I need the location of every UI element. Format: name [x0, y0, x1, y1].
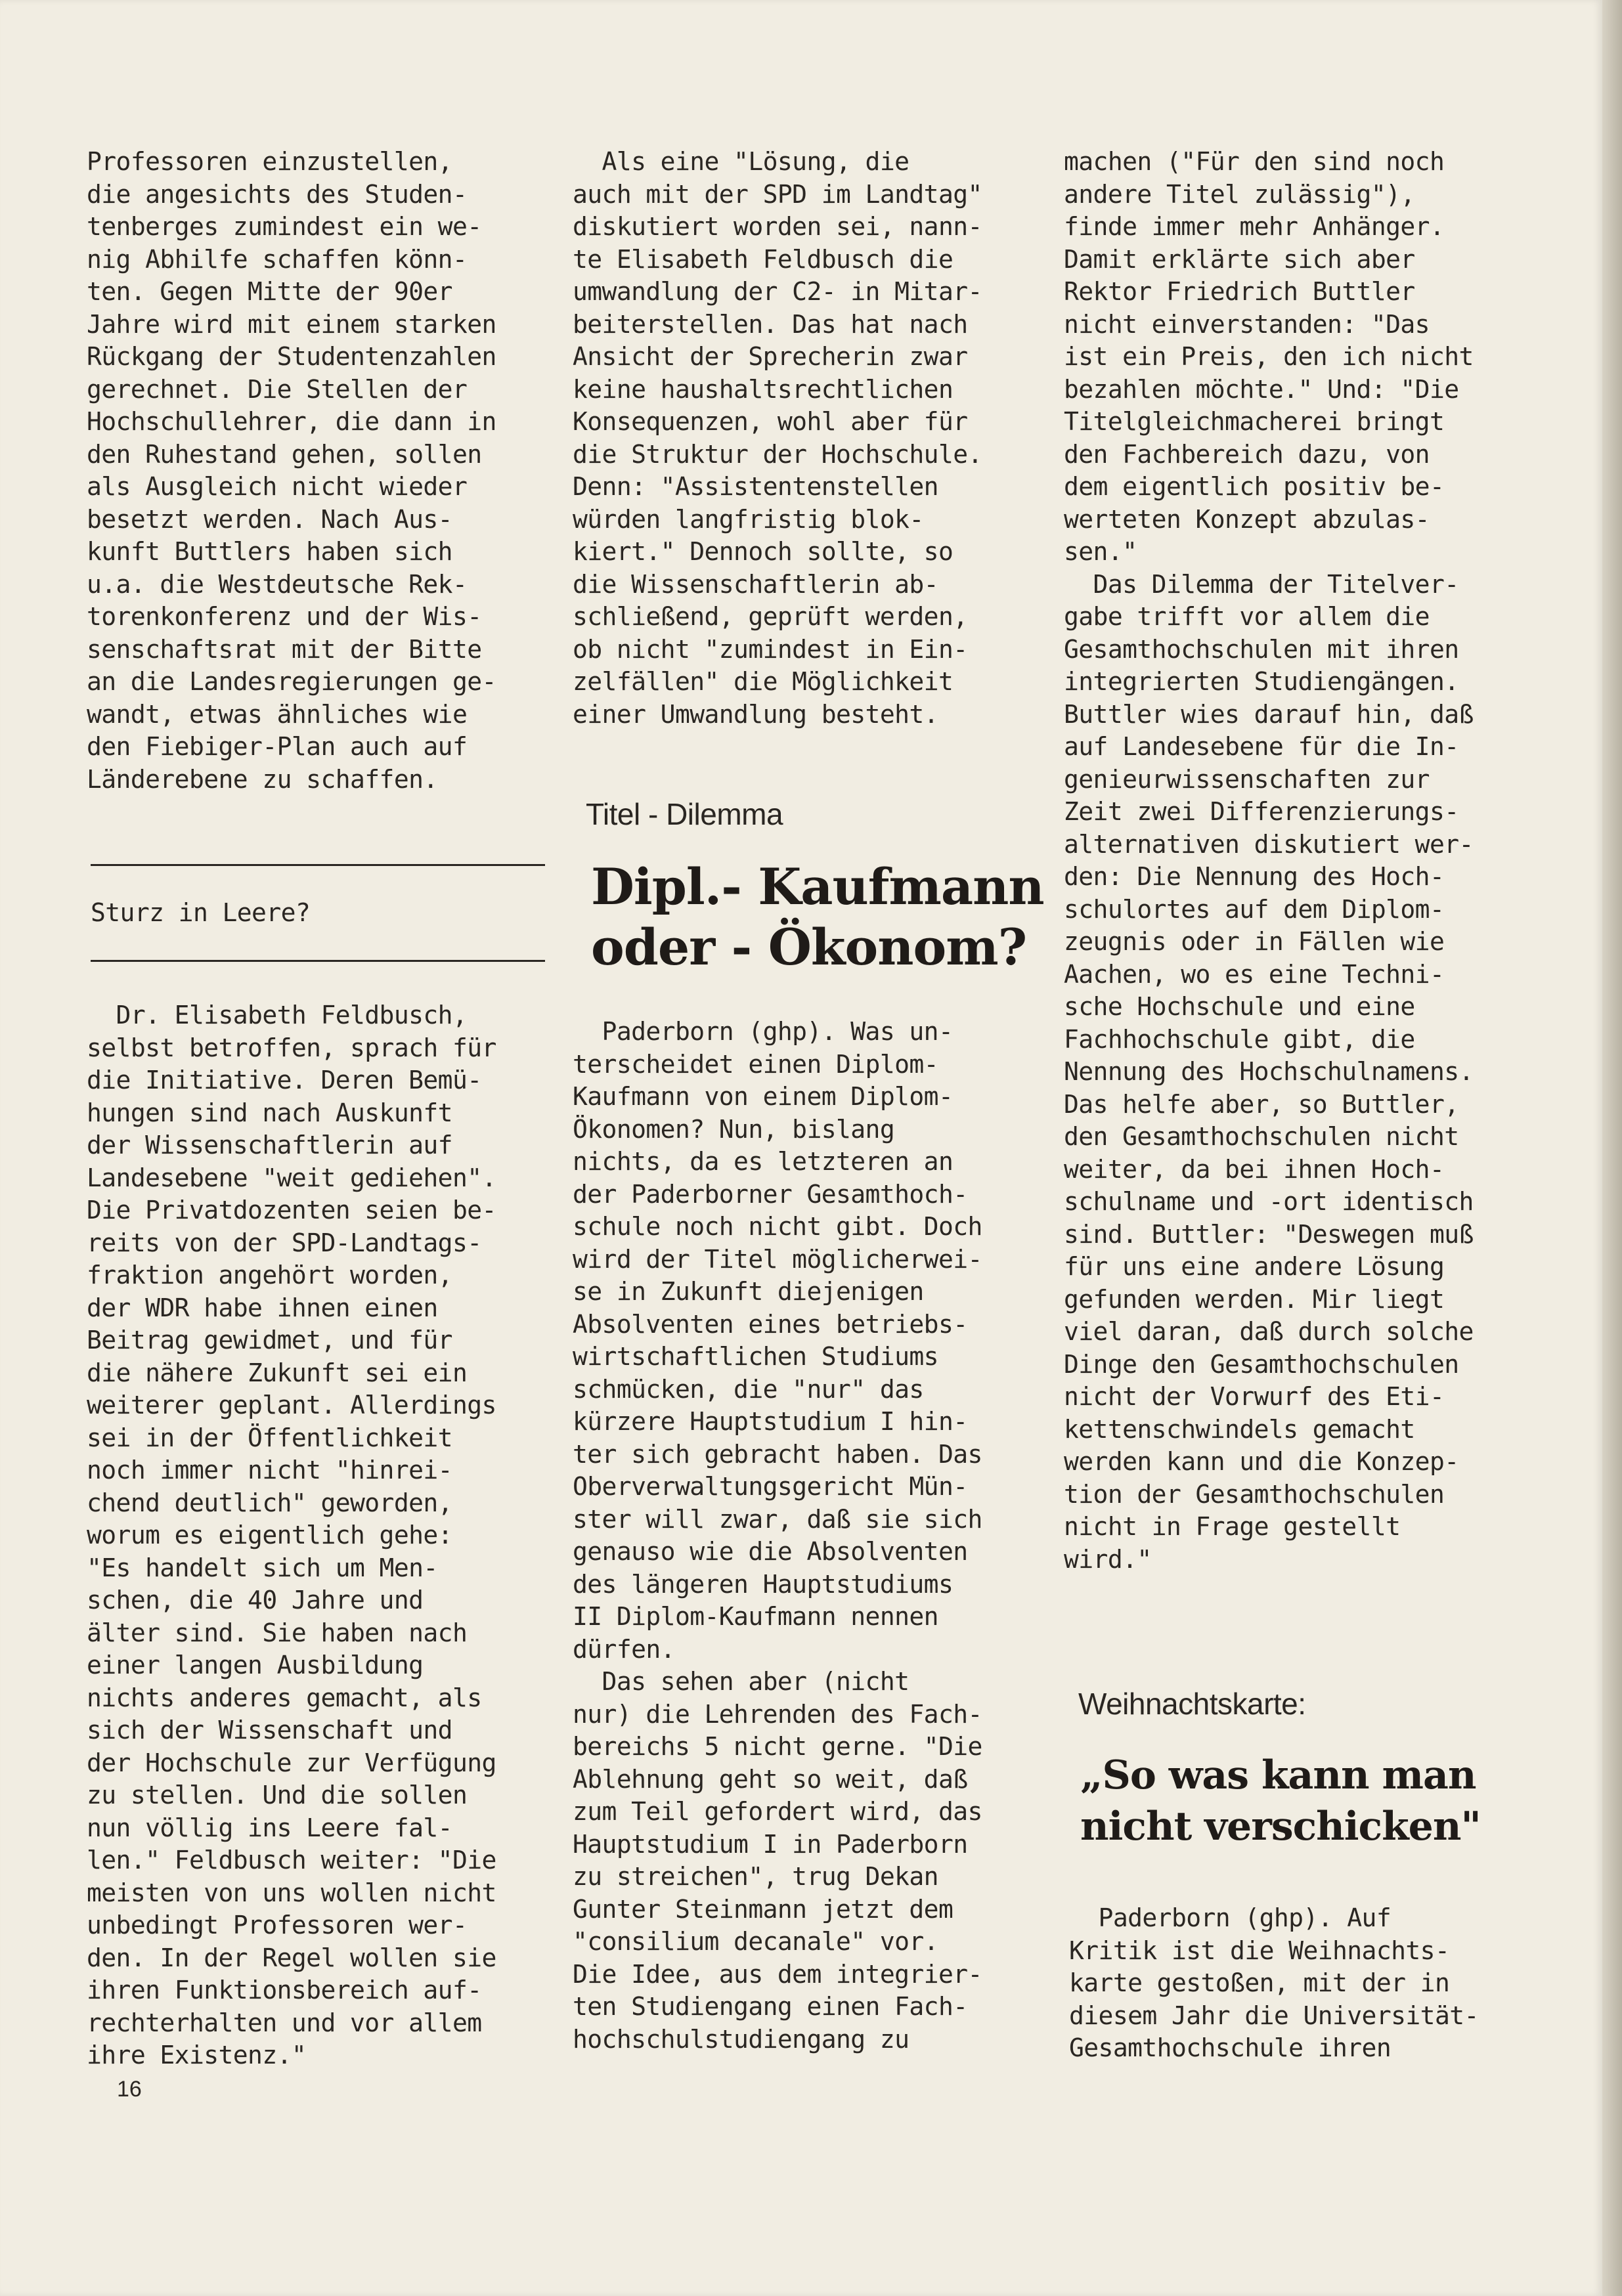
text-line: weiter, da bei ihnen Hoch-: [1064, 1154, 1445, 1184]
text-line: werden kann und die Konzep-: [1064, 1447, 1459, 1476]
text-line: die Initiative. Deren Bemü-: [87, 1066, 482, 1094]
text-line: hungen sind nach Auskunft: [87, 1098, 452, 1127]
text-line: den Fachbereich dazu, von: [1064, 439, 1430, 469]
text-line: kettenschwindels gemacht: [1064, 1414, 1415, 1444]
text-line: ten Studiengang einen Fach-: [573, 1992, 968, 2021]
text-line: u.a. die Westdeutsche Rek-: [87, 569, 468, 599]
column-2-text: [573, 146, 982, 731]
text-line: torenkonferenz und der Wis-: [87, 602, 482, 631]
text-line: sich der Wissenschaft und: [87, 1716, 452, 1744]
text-line: dürfen.: [573, 1634, 675, 1664]
text-line: Länderebene zu schaffen.: [87, 764, 438, 794]
text-line: genauso wie die Absolventen: [573, 1537, 968, 1566]
text-line: gerechnet. Die Stellen der: [87, 374, 468, 404]
text-line: dem eigentlich positiv be-: [1064, 472, 1445, 501]
text-line: der Hochschule zur Verfügung: [87, 1748, 496, 1777]
text-line: beiterstellen. Das hat nach: [573, 309, 968, 339]
text-line: wirtschaftlichen Studiums: [573, 1342, 938, 1371]
text-line: meisten von uns wollen nicht: [87, 1878, 496, 1907]
text-line: Nennung des Hochschulnamens.: [1064, 1057, 1474, 1086]
text-line: gefunden werden. Mir liegt: [1064, 1284, 1445, 1314]
text-line: zeugnis oder in Fällen wie: [1064, 927, 1445, 956]
text-line: Denn: "Assistentenstellen: [573, 472, 938, 501]
text-line: nicht verschicken": [1080, 1804, 1481, 1850]
text-line: diskutiert worden sei, nann-: [573, 212, 982, 241]
text-line: an die Landesregierungen ge-: [87, 667, 496, 696]
text-line: die Struktur der Hochschule.: [573, 439, 982, 469]
text-line: zu streichen", trug Dekan: [573, 1862, 938, 1891]
text-line: fraktion angehört worden,: [87, 1261, 452, 1289]
text-line: Kaufmann von einem Diplom-: [573, 1082, 953, 1111]
text-line: Hochschullehrer, die dann in: [87, 407, 496, 436]
text-line: Absolventen eines betriebs-: [573, 1309, 968, 1339]
text-line: schulortes auf dem Diplom-: [1064, 894, 1445, 924]
text-line: nun völlig ins Leere fal-: [87, 1813, 452, 1842]
text-line: einer Umwandlung besteht.: [573, 699, 938, 729]
text-line: schen, die 40 Jahre und: [87, 1586, 424, 1614]
text-line: die angesichts des Studen-: [87, 179, 468, 209]
article-kicker-titel-dilemma: Titel - Dilemma: [586, 797, 783, 831]
text-line: nig Abhilfe schaffen könn-: [87, 244, 468, 274]
text-line: nicht der Vorwurf des Eti-: [1064, 1382, 1445, 1411]
text-line: Rückgang der Studentenzahlen: [87, 342, 496, 371]
text-line: unbedingt Professoren wer-: [87, 1911, 468, 1939]
text-line: „So was kann man: [1080, 1752, 1476, 1798]
text-line: terscheidet einen Diplom-: [573, 1049, 938, 1079]
text-line: Zeit zwei Differenzierungs-: [1064, 797, 1459, 826]
text-line: Ökonomen? Nun, bislang: [573, 1114, 895, 1144]
text-line: hochschulstudiengang zu: [573, 2024, 910, 2054]
text-line: Oberverwaltungsgericht Mün-: [573, 1472, 968, 1501]
text-line: den: Die Nennung des Hoch-: [1064, 862, 1445, 891]
text-line: der Paderborner Gesamthoch-: [573, 1179, 968, 1209]
text-line: wird.": [1064, 1544, 1152, 1574]
text-line: der Wissenschaftlerin auf: [87, 1131, 452, 1159]
text-line: den Gesamthochschulen nicht: [1064, 1122, 1459, 1151]
text-line: keine haushaltsrechtlichen: [573, 374, 953, 404]
text-line: Gesamthochschule ihren: [1069, 2033, 1392, 2062]
text-line: rechterhalten und vor allem: [87, 2008, 482, 2037]
text-line: des längeren Hauptstudiums: [573, 1569, 953, 1599]
text-line: Das sehen aber (nicht: [573, 1667, 910, 1696]
text-line: tenberges zumindest ein we-: [87, 212, 482, 241]
text-line: umwandlung der C2- in Mitar-: [573, 277, 982, 306]
text-line: schließend, geprüft werden,: [573, 602, 968, 631]
subhead-sturz-in-leere: Sturz in Leere?: [91, 898, 311, 927]
text-line: einer langen Ausbildung: [87, 1651, 424, 1679]
text-line: genieurwissenschaften zur: [1064, 764, 1430, 794]
text-line: Dipl.- Kaufmann: [591, 857, 1044, 916]
text-line: nichts, da es letzteren an: [573, 1147, 953, 1176]
text-line: würden langfristig blok-: [573, 504, 924, 534]
text-line: integrierten Studiengängen.: [1064, 667, 1459, 696]
text-line: worum es eigentlich gehe:: [87, 1521, 452, 1549]
text-line: gabe trifft vor allem die: [1064, 602, 1430, 631]
text-line: karte gestoßen, mit der in: [1069, 1968, 1450, 1997]
subhead-rule-bottom: [91, 960, 545, 962]
article-kicker-weihnachtskarte: Weihnachtskarte:: [1078, 1687, 1306, 1721]
text-line: Gesamthochschulen mit ihren: [1064, 634, 1459, 664]
text-line: alternativen diskutiert wer-: [1064, 829, 1474, 859]
text-line: "consilium decanale" vor.: [573, 1927, 938, 1956]
text-line: ster will zwar, daß sie sich: [573, 1504, 982, 1534]
text-line: Hauptstudium I in Paderborn: [573, 1829, 968, 1859]
text-line: zu stellen. Und die sollen: [87, 1781, 468, 1809]
text-line: Professoren einzustellen,: [87, 147, 452, 176]
page-edge: [1602, 0, 1622, 2296]
text-line: len." Feldbusch weiter: "Die: [87, 1846, 496, 1874]
text-line: den Ruhestand gehen, sollen: [87, 439, 482, 469]
text-line: wandt, etwas ähnliches wie: [87, 699, 468, 729]
text-line: diesem Jahr die Universität-: [1069, 2001, 1479, 2030]
text-line: sind. Buttler: "Deswegen muß: [1064, 1219, 1474, 1249]
text-line: finde immer mehr Anhänger.: [1064, 212, 1445, 241]
article-headline-weihnachtskarte: [1080, 1750, 1481, 1852]
text-line: machen ("Für den sind noch: [1064, 147, 1445, 176]
column-1-text-continued: [87, 999, 496, 2072]
text-line: Gunter Steinmann jetzt dem: [573, 1894, 953, 1924]
text-line: ob nicht "zumindest in Ein-: [573, 634, 968, 664]
text-line: nichts anderes gemacht, als: [87, 1683, 482, 1712]
text-line: nur) die Lehrenden des Fach-: [573, 1699, 982, 1729]
text-line: ihre Existenz.": [87, 2041, 307, 2069]
text-line: Dinge den Gesamthochschulen: [1064, 1349, 1459, 1379]
text-line: Landesebene "weit gediehen".: [87, 1163, 496, 1192]
text-line: Fachhochschule gibt, die: [1064, 1024, 1415, 1054]
text-line: chend deutlich" geworden,: [87, 1488, 452, 1517]
text-line: II Diplom-Kaufmann nennen: [573, 1602, 938, 1631]
text-line: werteten Konzept abzulas-: [1064, 504, 1430, 534]
text-line: der WDR habe ihnen einen: [87, 1293, 438, 1322]
text-line: Paderborn (ghp). Was un-: [573, 1017, 953, 1046]
text-line: zum Teil gefordert wird, das: [573, 1797, 982, 1826]
column-3-text: [1064, 146, 1474, 1576]
text-line: schule noch nicht gibt. Doch: [573, 1212, 982, 1241]
column-3-text-continued: [1069, 1902, 1479, 2065]
text-line: Ablehnung geht so weit, daß: [573, 1764, 968, 1794]
article-headline-kaufmann: [591, 857, 1044, 978]
text-line: weiterer geplant. Allerdings: [87, 1391, 496, 1419]
text-line: schulname und -ort identisch: [1064, 1187, 1474, 1216]
text-line: Buttler wies darauf hin, daß: [1064, 699, 1474, 729]
text-line: nicht einverstanden: "Das: [1064, 309, 1430, 339]
text-line: Konsequenzen, wohl aber für: [573, 407, 968, 436]
text-line: den. In der Regel wollen sie: [87, 1943, 496, 1972]
text-line: Als eine "Lösung, die: [573, 147, 910, 176]
text-line: bezahlen möchte." Und: "Die: [1064, 374, 1459, 404]
text-line: viel daran, daß durch solche: [1064, 1317, 1474, 1346]
text-line: älter sind. Sie haben nach: [87, 1618, 468, 1647]
text-line: tion der Gesamthochschulen: [1064, 1479, 1445, 1509]
text-line: zelfällen" die Möglichkeit: [573, 667, 953, 696]
text-line: ten. Gegen Mitte der 90er: [87, 277, 452, 306]
text-line: bereichs 5 nicht gerne. "Die: [573, 1732, 982, 1761]
text-line: auch mit der SPD im Landtag": [573, 179, 982, 209]
text-line: Die Privatdozenten seien be-: [87, 1196, 496, 1224]
text-line: sei in der Öffentlichkeit: [87, 1423, 452, 1452]
text-line: Ansicht der Sprecherin zwar: [573, 342, 968, 371]
column-1-text: [87, 146, 496, 796]
text-line: auf Landesebene für die In-: [1064, 732, 1459, 761]
text-line: für uns eine andere Lösung: [1064, 1252, 1445, 1281]
text-line: nicht in Frage gestellt: [1064, 1512, 1401, 1541]
text-line: ihren Funktionsbereich auf-: [87, 1976, 482, 2004]
text-line: selbst betroffen, sprach für: [87, 1033, 496, 1062]
text-line: andere Titel zulässig"),: [1064, 179, 1415, 209]
text-line: Beitrag gewidmet, und für: [87, 1326, 452, 1354]
text-line: Jahre wird mit einem starken: [87, 309, 496, 339]
text-line: Die Idee, aus dem integrier-: [573, 1959, 982, 1989]
text-line: ter sich gebracht haben. Das: [573, 1439, 982, 1469]
text-line: Kritik ist die Weihnachts-: [1069, 1936, 1450, 1965]
text-line: kunft Buttlers haben sich: [87, 537, 452, 566]
text-line: kiert." Dennoch sollte, so: [573, 537, 953, 566]
text-line: noch immer nicht "hinrei-: [87, 1456, 452, 1484]
text-line: kürzere Hauptstudium I hin-: [573, 1407, 968, 1436]
page-number: 16: [117, 2077, 142, 2102]
text-line: Das Dilemma der Titelver-: [1064, 569, 1459, 599]
text-line: Aachen, wo es eine Techni-: [1064, 959, 1445, 989]
text-line: se in Zukunft diejenigen: [573, 1277, 924, 1306]
text-line: den Fiebiger-Plan auch auf: [87, 732, 468, 761]
text-line: senschaftsrat mit der Bitte: [87, 634, 482, 664]
column-2-text-continued: [573, 1016, 982, 2056]
text-line: Dr. Elisabeth Feldbusch,: [87, 1001, 468, 1029]
text-line: sen.": [1064, 537, 1137, 566]
subhead-rule-top: [91, 864, 545, 866]
text-line: Paderborn (ghp). Auf: [1069, 1903, 1392, 1932]
text-line: Titelgleichmacherei bringt: [1064, 407, 1445, 436]
text-line: te Elisabeth Feldbusch die: [573, 244, 953, 274]
text-line: ist ein Preis, den ich nicht: [1064, 342, 1474, 371]
text-line: Damit erklärte sich aber: [1064, 244, 1415, 274]
text-line: Rektor Friedrich Buttler: [1064, 277, 1415, 306]
text-line: oder - Ökonom?: [591, 918, 1027, 976]
text-line: wird der Titel möglicherwei-: [573, 1244, 982, 1274]
text-line: "Es handelt sich um Men-: [87, 1553, 438, 1582]
text-line: sche Hochschule und eine: [1064, 992, 1415, 1021]
text-line: als Ausgleich nicht wieder: [87, 472, 468, 501]
text-line: besetzt werden. Nach Aus-: [87, 504, 452, 534]
text-line: Das helfe aber, so Buttler,: [1064, 1089, 1459, 1119]
text-line: reits von der SPD-Landtags-: [87, 1228, 482, 1257]
text-line: die nähere Zukunft sei ein: [87, 1358, 468, 1387]
text-line: schmücken, die "nur" das: [573, 1374, 924, 1404]
text-line: die Wissenschaftlerin ab-: [573, 569, 938, 599]
